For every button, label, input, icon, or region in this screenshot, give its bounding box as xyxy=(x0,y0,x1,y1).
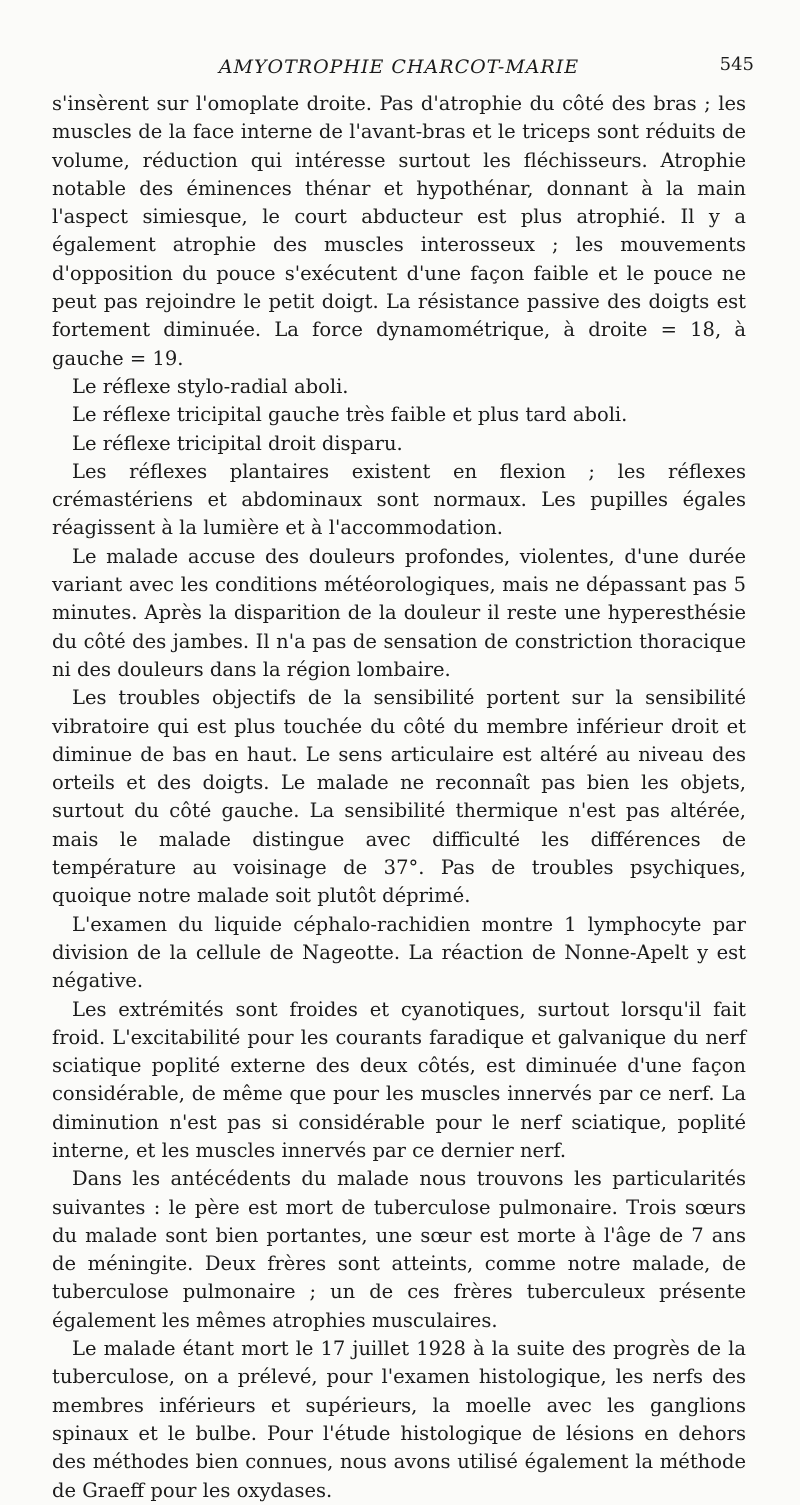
page xyxy=(52,30,754,1505)
paragraph: Le malade accuse des douleurs profondes, violentes, d'une durée variant avec les conditions météorologiques, mais ne dépassant pas 5 minutes. Après la disparition de la douleur il reste une hyperesthésie du côté des jambes. Il n'a pas de sensation de constriction thoracique ni des douleurs dans la région lombaire. xyxy=(52,544,746,681)
paragraph: Les extrémités sont froides et cyanotiques, surtout lorsqu'il fait froid. L'excitabilité pour les courants faradique et galvanique du nerf sciatique poplité externe des deux côtés, est diminuée d'une façon considérable, de même que pour les muscles innervés par ce nerf. La diminution n'est pas si considérable pour le nerf sciatique, poplité interne, et les muscles innervés par ce dernier nerf. xyxy=(52,997,746,1162)
paragraph: Les troubles objectifs de la sensibilité portent sur la sensibilité vibratoire qui est plus touchée du côté du membre inférieur droit et diminue de bas en haut. Le sens articulaire est altéré au niveau des orteils et des doigts. Le malade ne reconnaît pas bien les objets, surtout du côté gauche. La sensibilité thermique n'est pas altérée, mais le malade distingue avec difficulté les différences de température au voisinage de 37°. Pas de troubles psychiques, quoique notre malade soit plutôt déprimé. xyxy=(52,686,746,908)
running-head xyxy=(52,30,754,90)
body-text xyxy=(52,90,746,1505)
running-title: AMYOTROPHIE CHARCOT-MARIE xyxy=(218,56,580,78)
paragraph: Le réflexe tricipital droit disparu. xyxy=(72,431,403,455)
paragraph: Le réflexe tricipital gauche très faible et plus tard aboli. xyxy=(72,403,628,427)
page-number: 545 xyxy=(719,54,754,75)
paragraph: L'examen du liquide céphalo-rachidien montre 1 lymphocyte par division de la cellule de Nageotte. La réaction de Nonne-Apelt y est négative. xyxy=(52,912,746,993)
paragraph: Le malade étant mort le 17 juillet 1928 à la suite des progrès de la tuberculose, on a prélevé, pour l'examen histologique, les nerfs des membres inférieurs et supérieurs, la moelle avec les ganglions spinaux et le bulbe. Pour l'étude histologique de lésions en dehors des méthodes bien connues, nous avons utilisé également la méthode de Graeff pour les oxydases. xyxy=(52,1337,746,1502)
paragraph: Les réflexes plantaires existent en flexion ; les réflexes crémastériens et abdominaux sont normaux. Les pupilles égales réagissent à la lumière et à l'accommodation. xyxy=(52,459,746,540)
paragraph: Le réflexe stylo-radial aboli. xyxy=(72,374,349,398)
paragraph: s'insèrent sur l'omoplate droite. Pas d'atrophie du côté des bras ; les muscles de la face interne de l'avant-bras et le triceps sont réduits de volume, réduction qui intéresse surtout les fléchisseurs. Atrophie notable des éminences thénar et hypothénar, donnant à la main l'aspect simiesque, le court abducteur est plus atrophié. Il y a également atrophie des muscles interosseux ; les mouvements d'opposition du pouce s'exécutent d'une façon faible et le pouce ne peut pas rejoindre le petit doigt. La résistance passive des doigts est fortement diminuée. La force dynamométrique, à droite = 18, à gauche = 19. xyxy=(52,92,746,370)
paragraph: Dans les antécédents du malade nous trouvons les particularités suivantes : le père est mort de tuberculose pulmonaire. Trois sœurs du malade sont bien portantes, une sœur est morte à l'âge de 7 ans de méningite. Deux frères sont atteints, comme notre malade, de tuberculose pulmonaire ; un de ces frères tuberculeux présente également les mêmes atrophies musculaires. xyxy=(52,1167,746,1332)
